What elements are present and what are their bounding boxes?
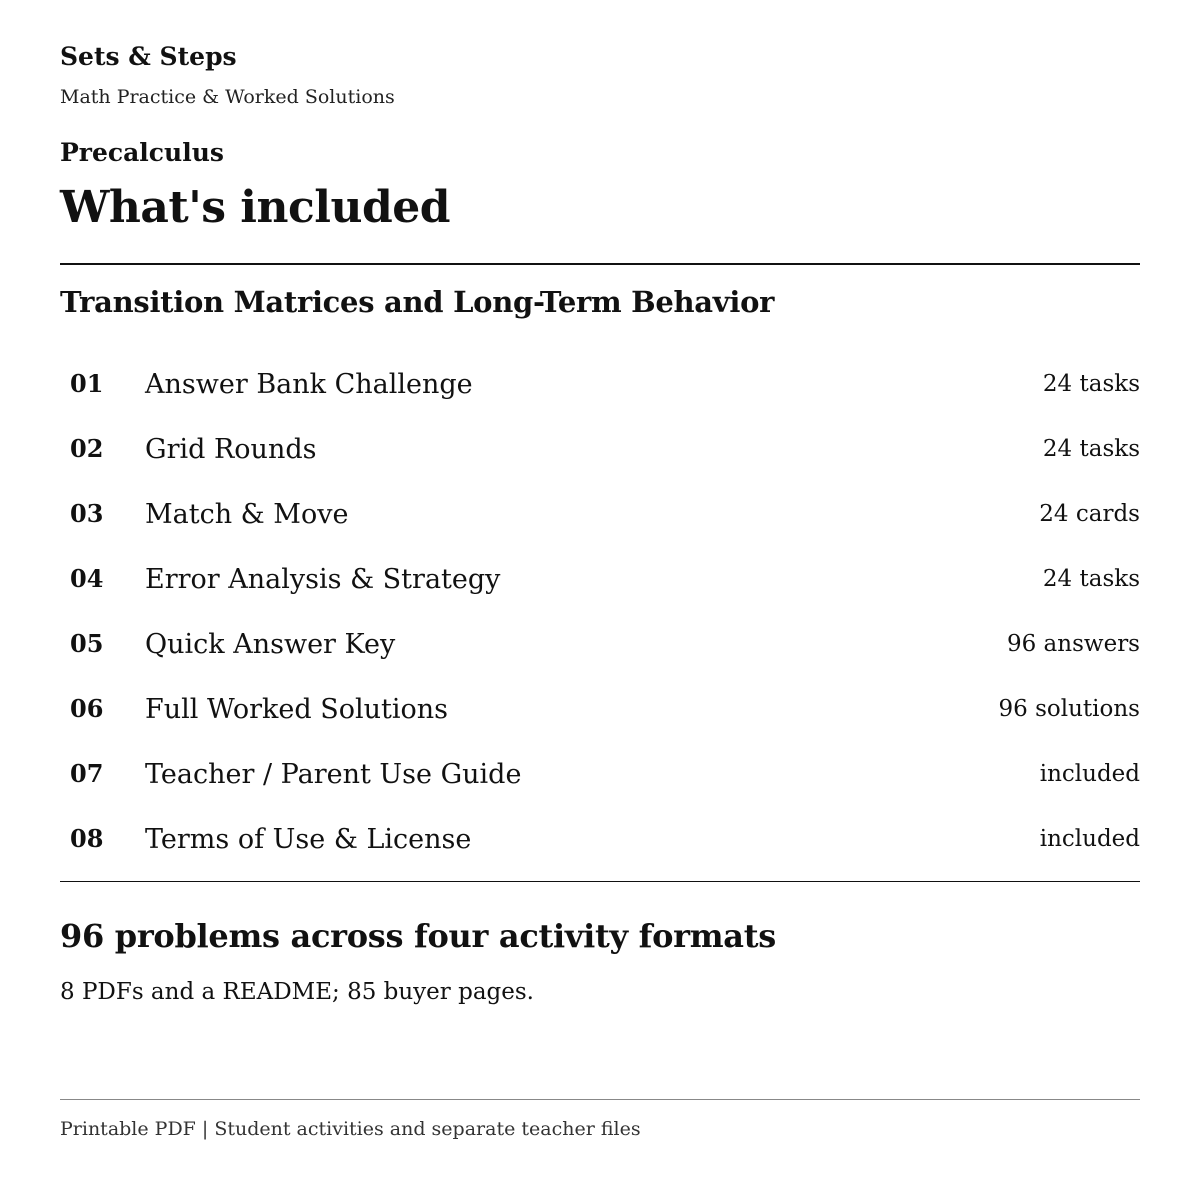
list-divider [60,881,1140,882]
item-number: 02 [70,434,104,463]
item-count: 24 tasks [1042,436,1140,462]
item-name: Quick Answer Key [145,629,396,660]
header-divider [60,263,1140,265]
item-number: 04 [70,564,104,593]
item-name: Terms of Use & License [145,824,472,855]
item-name: Answer Bank Challenge [145,369,473,400]
contents-list [60,352,1140,872]
list-item [60,807,1140,872]
list-item [60,742,1140,807]
item-number: 01 [70,369,104,398]
footer-text: Printable PDF | Student activities and separate teacher files [60,1118,641,1140]
item-name: Teacher / Parent Use Guide [145,759,522,790]
item-name: Full Worked Solutions [145,694,449,725]
list-item [60,612,1140,677]
item-count: 96 answers [1006,631,1140,657]
item-count: included [1039,826,1140,852]
list-item [60,417,1140,482]
item-count: included [1039,761,1140,787]
list-item [60,677,1140,742]
item-name: Error Analysis & Strategy [145,564,501,595]
brand-subtitle: Math Practice & Worked Solutions [60,86,395,108]
item-name: Match & Move [145,499,349,530]
subject-label: Precalculus [60,138,224,167]
item-name: Grid Rounds [145,434,317,465]
summary-text: 8 PDFs and a README; 85 buyer pages. [60,979,534,1005]
item-count: 24 tasks [1042,566,1140,592]
item-number: 08 [70,824,104,853]
page [60,0,1140,1200]
page-title: What's included [60,182,451,233]
item-count: 24 tasks [1042,371,1140,397]
list-item [60,352,1140,417]
item-number: 07 [70,759,104,788]
item-number: 05 [70,629,104,658]
item-count: 24 cards [1039,501,1140,527]
section-title: Transition Matrices and Long-Term Behavior [60,285,775,319]
brand-name: Sets & Steps [60,42,237,71]
item-number: 03 [70,499,104,528]
item-number: 06 [70,694,104,723]
footer-divider [60,1099,1140,1100]
item-count: 96 solutions [998,696,1140,722]
list-item [60,547,1140,612]
list-item [60,482,1140,547]
summary-title: 96 problems across four activity formats [60,917,776,955]
